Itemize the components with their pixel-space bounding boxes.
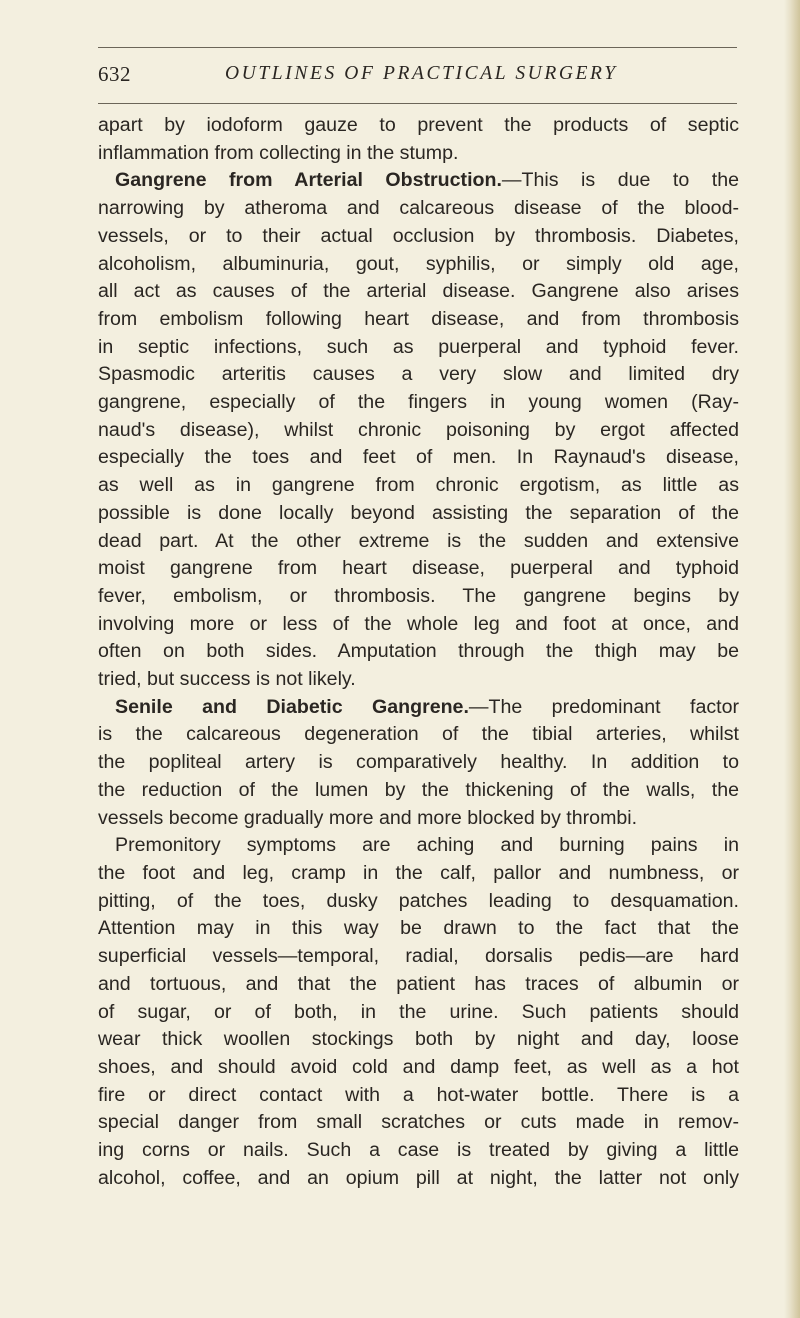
header-rule-top bbox=[98, 47, 737, 48]
text-line: involving more or less of the whole leg and foot at once, and bbox=[98, 612, 739, 635]
section-heading-senile-diabetic: Senile and Diabetic Gangrene. bbox=[115, 695, 469, 718]
text-line: the popliteal artery is comparatively healthy. In addition to bbox=[98, 751, 739, 774]
text-run: —The predominant factor bbox=[468, 695, 740, 718]
body-text bbox=[98, 112, 739, 1192]
text-line: shoes, and should avoid cold and damp feet, as well as a hot bbox=[98, 1055, 739, 1078]
text-line: wear thick woollen stockings both by night and day, loose bbox=[98, 1028, 739, 1051]
text-line: ing corns or nails. Such a case is treated by giving a little bbox=[98, 1139, 739, 1162]
text-line: often on both sides. Amputation through the thigh may be bbox=[98, 640, 739, 663]
text-line: the reduction of the lumen by the thickening of the walls, the bbox=[98, 778, 739, 801]
text-line: fever, embolism, or thrombosis. The gangrene begins by bbox=[98, 584, 739, 607]
text-line: naud's disease), whilst chronic poisoning by ergot affected bbox=[98, 418, 739, 441]
header-rule-bottom bbox=[98, 103, 737, 104]
text-line: narrowing by atheroma and calcareous disease of the blood- bbox=[98, 197, 739, 220]
page-number: 632 bbox=[98, 62, 131, 86]
text-line: fire or direct contact with a hot-water bottle. There is a bbox=[98, 1083, 739, 1106]
text-line: is the calcareous degeneration of the tibial arteries, whilst bbox=[98, 723, 739, 746]
text-line: all act as causes of the arterial disease. Gangrene also arises bbox=[98, 280, 739, 303]
text-line: especially the toes and feet of men. In Raynaud's disease, bbox=[98, 446, 739, 469]
text-line: vessels become gradually more and more blocked by thrombi. bbox=[98, 806, 638, 829]
text-line: Premonitory symptoms are aching and burning pains in bbox=[115, 834, 739, 857]
text-line: Spasmodic arteritis causes a very slow and limited dry bbox=[98, 363, 739, 386]
text-line: gangrene, especially of the fingers in young women (Ray- bbox=[98, 391, 739, 414]
text-line: as well as in gangrene from chronic ergotism, as little as bbox=[98, 474, 739, 497]
text-line: dead part. At the other extreme is the sudden and extensive bbox=[98, 529, 739, 552]
running-head bbox=[98, 62, 737, 94]
text-run: —This is due to the bbox=[501, 169, 739, 192]
text-line: alcohol, coffee, and an opium pill at night, the latter not only bbox=[98, 1166, 739, 1189]
page-edge bbox=[784, 0, 800, 1318]
text-line: and tortuous, and that the patient has traces of albumin or bbox=[98, 972, 739, 995]
text-line: of sugar, or of both, in the urine. Such patients should bbox=[98, 1000, 739, 1023]
text-line: from embolism following heart disease, and from thrombosis bbox=[98, 307, 739, 330]
text-line: apart by iodoform gauze to prevent the products of septic bbox=[98, 114, 739, 136]
text-line: Attention may in this way be drawn to the fact that the bbox=[98, 917, 739, 940]
text-line: pitting, of the toes, dusky patches leading to desquamation. bbox=[98, 889, 739, 912]
text-line: inflammation from collecting in the stump. bbox=[98, 141, 459, 164]
text-line bbox=[98, 167, 739, 195]
text-line: in septic infections, such as puerperal and typhoid fever. bbox=[98, 335, 739, 358]
section-heading-arterial-obstruction: Gangrene from Arterial Obstruction. bbox=[115, 169, 502, 192]
text-line: superficial vessels—temporal, radial, dorsalis pedis—are hard bbox=[98, 945, 739, 968]
text-line: tried, but success is not likely. bbox=[98, 668, 356, 691]
text-line: moist gangrene from heart disease, puerperal and typhoid bbox=[98, 557, 739, 580]
text-line: alcoholism, albuminuria, gout, syphilis, or simply old age, bbox=[98, 252, 739, 275]
text-line: the foot and leg, cramp in the calf, pallor and numbness, or bbox=[98, 861, 739, 884]
text-line bbox=[98, 694, 739, 722]
text-line: special danger from small scratches or cuts made in remov- bbox=[98, 1111, 739, 1134]
text-line: possible is done locally beyond assisting the separation of the bbox=[98, 501, 739, 524]
text-line: vessels, or to their actual occlusion by thrombosis. Diabetes, bbox=[98, 224, 739, 247]
running-title: OUTLINES OF PRACTICAL SURGERY bbox=[225, 63, 618, 84]
